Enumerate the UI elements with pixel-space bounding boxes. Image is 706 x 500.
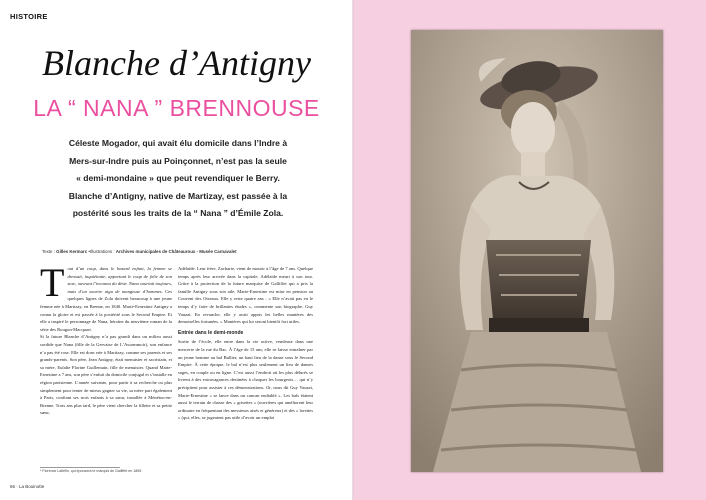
credits-illustrations: Archives municipales de Châteauroux - Musée Carnavalet (115, 249, 237, 254)
footnote-rule (40, 467, 120, 468)
text-column-1 (40, 260, 172, 417)
lead-line: Céleste Mogador, qui avait élu domicile dans l’Indre à (68, 138, 288, 148)
section-tag: HISTOIRE (10, 12, 48, 21)
lead-paragraph (32, 135, 324, 223)
credits-line (42, 249, 342, 254)
lead-line: « demi-mondaine » que peut revendiquer le Berry. (76, 173, 280, 183)
section-heading: Entrée dans le demi-monde (178, 329, 244, 336)
footnote: * Florence Lalléfin, qui épousera le marquis de Galliffet en 1859. (40, 469, 143, 473)
body-paragraph: Sortie de l’école, elle entre dans la vie active, vendeuse dans une mercerie de la rue du Bac. À l’âge de 15 ans, elle se laisse entraîner par un jeune homme au bal Bullier, un haut lieu de la danse sous le Second Empire. À cette époque, le bal n’est plus seulement un lieu de danses sages, en couple ou en ligne. C’est aussi l’endroit où les plus délurés se livrent à des extravagances destinées à choquer les bourgeois… qui n’y précipitent pour assister à ces démonstrations. Or, nous dit Guy Vauzat, Marie-Ernestine « se lance dans un cancan endiablé ». Les bals étaient aussi le terrain de chasse des « grisettes » (ouvrières qui améliorent leur ordinaire en fréquentant des messieurs aisés et généreux) et des « lorettes » (qui, elles, se jugeaient pas utile d’avoir un emploi (178, 339, 313, 421)
body-paragraph: Adélaïde. Leur frère, Zacharie, vient de mourir à l’âge de 7 ans. Quelque temps après leur arrivée dans la capitale, Adélaïde meurt à son tour. Grâce à la protection de la future marquise de Galliffet qui a pris la famille Antigny sous son aile, Marie-Ernestine est mise en pension au Couvent des Oiseaux. Elle y reste quatre ans : « Elle n’avait pas eu le temps d’y faire de brillantes études », commente son biographe, Guy Vauzat. En revanche, elle y avait appris les belles manières des demoiselles fortunées. » Manières qui lui seront bientôt fort utiles. (178, 266, 313, 325)
credits-text-label: Texte : (42, 249, 57, 254)
lead-line: Blanche d’Antigny, native de Martizay, est passée à la (68, 190, 288, 201)
page-folio: 66 · La Bouinotte (10, 484, 45, 489)
drop-cap: T (40, 260, 65, 305)
body-paragraph (40, 260, 172, 333)
credits-author: Gilles Kermarc (56, 249, 88, 254)
article-subtitle: LA “ NANA ” BRENNOUSE (33, 95, 320, 121)
credits-illus-label: •Illustrations : (87, 249, 116, 254)
text-column-2 (178, 265, 313, 422)
portrait-illustration (411, 30, 663, 472)
body-text: Ces quelques lignes de Zola doivent beaucoup à une jeune femme née à Martizay, en Brenne, en 1840. Marie-Ernestine Antigny a connu la gloire et est passée à la postérité sous le Second Empire. Et elle a inspiré le personnage de Nana, héroïne du neuvième roman de la série des Rougon-Macquart. (40, 288, 172, 332)
lead-line: Mers-sur-Indre puis au Poinçonnet, n’est pas la seule (69, 155, 287, 166)
intro-quote: out d’un coup, dans le hasard enfant, la femme se dressait, inquiétante, apportant le coup de folie de son sexe, ouvrant l’inconnu du désir. Nana souriait toujours, mais d’un sourire aigu de mangeuse d’hommes. (67, 266, 172, 294)
body-paragraph: Si la future Blanche d’Antigny n’a pas grandi dans un milieu aussi sordide que Nana (fille de la Gervaise de L’Assommoir), son enfance n’a pas été rose. Elle est donc née à Martizay, comme ses parents et ses grands-parents. Son père, Jean Antigny, était menuisier et sacristain, et sa mère, Eulalie Florine Guillemain, fille de menuisier. Quand Marie-Ernestine a 7 ans, son père s’enfuit du domicile conjugal et s’installe en région parisienne. L’année suivante, pour partir à sa recherche ou plus simplement pour tenter de mieux gagner sa vie, sa mère part également à Paris, confiant ses trois enfants à sa sœur, installée à Ménétou-en-Brenne. Trois ans plus tard, le père vient chercher la fillette et sa petite sœur, (40, 334, 172, 416)
article-title: Blanche d’Antigny (42, 43, 311, 83)
portrait-photo (411, 30, 663, 472)
page-fold (352, 0, 354, 500)
lead-line: postérité sous les traits de la “ Nana ” d’Émile Zola. (72, 208, 284, 218)
